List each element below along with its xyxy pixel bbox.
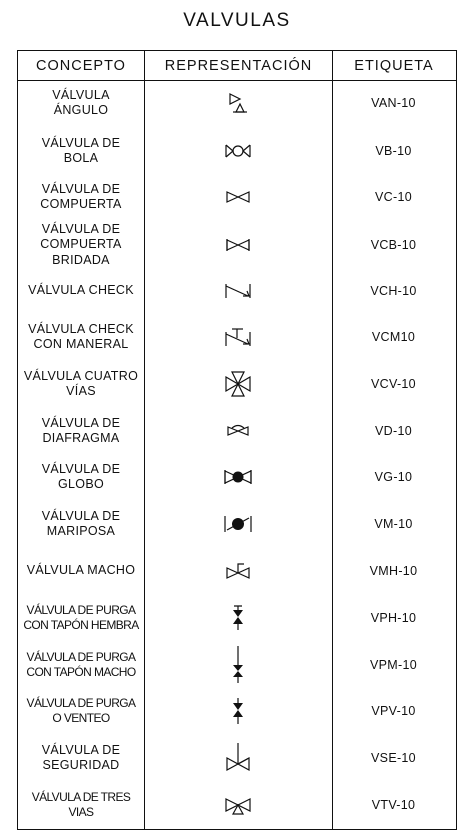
tag-cell: VD-10 bbox=[375, 424, 412, 438]
tag-cell: VSE-10 bbox=[371, 751, 416, 765]
three-way-valve-icon bbox=[144, 782, 332, 828]
table-row bbox=[18, 222, 455, 268]
tag-cell: VAN-10 bbox=[371, 96, 416, 110]
concept-line: VÁLVULA CUATRO bbox=[23, 368, 139, 383]
concept-cell bbox=[18, 322, 144, 353]
header-concept: CONCEPTO bbox=[36, 57, 126, 74]
concept-cell bbox=[18, 462, 144, 493]
concept-line: MARIPOSA bbox=[46, 524, 116, 538]
concept-cell bbox=[18, 283, 144, 299]
table-row bbox=[18, 688, 455, 734]
check-valve-icon bbox=[144, 268, 332, 314]
concept-line: VIAS bbox=[68, 805, 94, 819]
tag-cell: VPM-10 bbox=[370, 658, 417, 672]
tag-cell: VPV-10 bbox=[371, 704, 416, 718]
concept-line: ÁNGULO bbox=[53, 103, 109, 117]
tag-cell: VCH-10 bbox=[370, 284, 417, 298]
table-row bbox=[18, 782, 455, 828]
concept-cell bbox=[18, 416, 144, 447]
plug-valve-icon bbox=[144, 548, 332, 594]
header-tag: ETIQUETA bbox=[354, 57, 434, 74]
concept-line: VÁLVULA DE TRES bbox=[31, 789, 131, 804]
table-row bbox=[18, 128, 455, 174]
concept-line: VÁLVULA DE bbox=[41, 415, 121, 430]
table-row bbox=[18, 361, 455, 407]
concept-line: O VENTEO bbox=[52, 711, 110, 725]
concept-line: BRIDADA bbox=[52, 252, 110, 267]
table-row bbox=[18, 454, 455, 500]
concept-line: VÁLVULA DE PURGA bbox=[26, 649, 136, 664]
tag-cell: VM-10 bbox=[374, 517, 413, 531]
concept-line: VÁLVULA bbox=[52, 87, 110, 102]
concept-line: VÁLVULA DE bbox=[41, 181, 121, 196]
tag-cell: VPH-10 bbox=[370, 611, 417, 625]
table-row bbox=[18, 735, 455, 781]
safety-valve-icon bbox=[144, 735, 332, 781]
concept-cell bbox=[18, 563, 144, 579]
tag-cell: VCB-10 bbox=[370, 238, 417, 252]
concept-line: CON TAPÓN MACHO bbox=[26, 665, 136, 679]
table-row bbox=[18, 595, 455, 641]
concept-line: VÁLVULA DE PURGA bbox=[26, 602, 136, 617]
globe-valve-icon bbox=[144, 454, 332, 500]
diaphragm-valve-icon bbox=[144, 408, 332, 454]
table-row bbox=[18, 408, 455, 454]
concept-line: CON TAPÓN HEMBRA bbox=[23, 618, 139, 632]
concept-line: VÍAS bbox=[66, 384, 96, 398]
concept-line: SEGURIDAD bbox=[42, 758, 120, 772]
concept-line: VÁLVULA MACHO bbox=[26, 563, 136, 578]
page-title: VALVULAS bbox=[183, 10, 291, 31]
concept-line: CON MANERAL bbox=[33, 337, 129, 351]
concept-line: COMPUERTA bbox=[40, 237, 122, 252]
concept-cell bbox=[18, 743, 144, 774]
header-representation: REPRESENTACIÓN bbox=[164, 57, 313, 74]
table-row bbox=[18, 268, 455, 314]
concept-line: VÁLVULA CHECK bbox=[28, 283, 134, 298]
tag-cell: VB-10 bbox=[375, 144, 412, 158]
concept-cell bbox=[18, 88, 144, 119]
table-row bbox=[18, 314, 455, 360]
table-row bbox=[18, 501, 455, 547]
tag-cell: VCV-10 bbox=[371, 377, 416, 391]
concept-line: VÁLVULA DE bbox=[41, 461, 121, 476]
concept-line: DIAFRAGMA bbox=[42, 431, 120, 445]
concept-cell bbox=[18, 509, 144, 540]
concept-cell bbox=[18, 650, 144, 681]
concept-line: GLOBO bbox=[58, 477, 104, 491]
vent-valve-icon bbox=[144, 688, 332, 734]
ball-valve-icon bbox=[144, 128, 332, 174]
tag-cell: VG-10 bbox=[374, 470, 413, 484]
concept-line: VÁLVULA DE bbox=[41, 742, 121, 757]
concept-line: VÁLVULA DE PURGA bbox=[26, 695, 136, 710]
concept-cell bbox=[18, 222, 144, 269]
tag-cell: VCM10 bbox=[371, 330, 416, 344]
concept-cell bbox=[18, 136, 144, 167]
concept-line: VÁLVULA CHECK bbox=[28, 321, 134, 336]
concept-cell bbox=[18, 790, 144, 821]
four-way-valve-icon bbox=[144, 361, 332, 407]
table-row bbox=[18, 642, 455, 688]
table-row bbox=[18, 548, 455, 594]
table-row bbox=[18, 80, 455, 126]
concept-cell bbox=[18, 603, 144, 634]
check-valve-handle-icon bbox=[144, 314, 332, 360]
tag-cell: VMH-10 bbox=[369, 564, 418, 578]
tag-cell: VC-10 bbox=[375, 190, 412, 204]
purge-valve-male-cap-icon bbox=[144, 642, 332, 688]
table-row bbox=[18, 174, 455, 220]
valves-table bbox=[17, 50, 457, 830]
concept-line: BOLA bbox=[63, 151, 99, 165]
concept-line: VÁLVULA DE bbox=[41, 135, 121, 150]
tag-cell: VTV-10 bbox=[371, 798, 416, 812]
concept-line: VÁLVULA DE bbox=[41, 508, 121, 523]
angle-valve-icon bbox=[144, 80, 332, 126]
concept-cell bbox=[18, 182, 144, 213]
gate-valve-icon bbox=[144, 174, 332, 220]
concept-line: COMPUERTA bbox=[40, 197, 122, 211]
concept-line: VÁLVULA DE bbox=[41, 221, 121, 236]
purge-valve-female-cap-icon bbox=[144, 595, 332, 641]
concept-cell bbox=[18, 369, 144, 400]
concept-cell bbox=[18, 696, 144, 727]
flanged-gate-valve-icon bbox=[144, 222, 332, 268]
butterfly-valve-icon bbox=[144, 501, 332, 547]
